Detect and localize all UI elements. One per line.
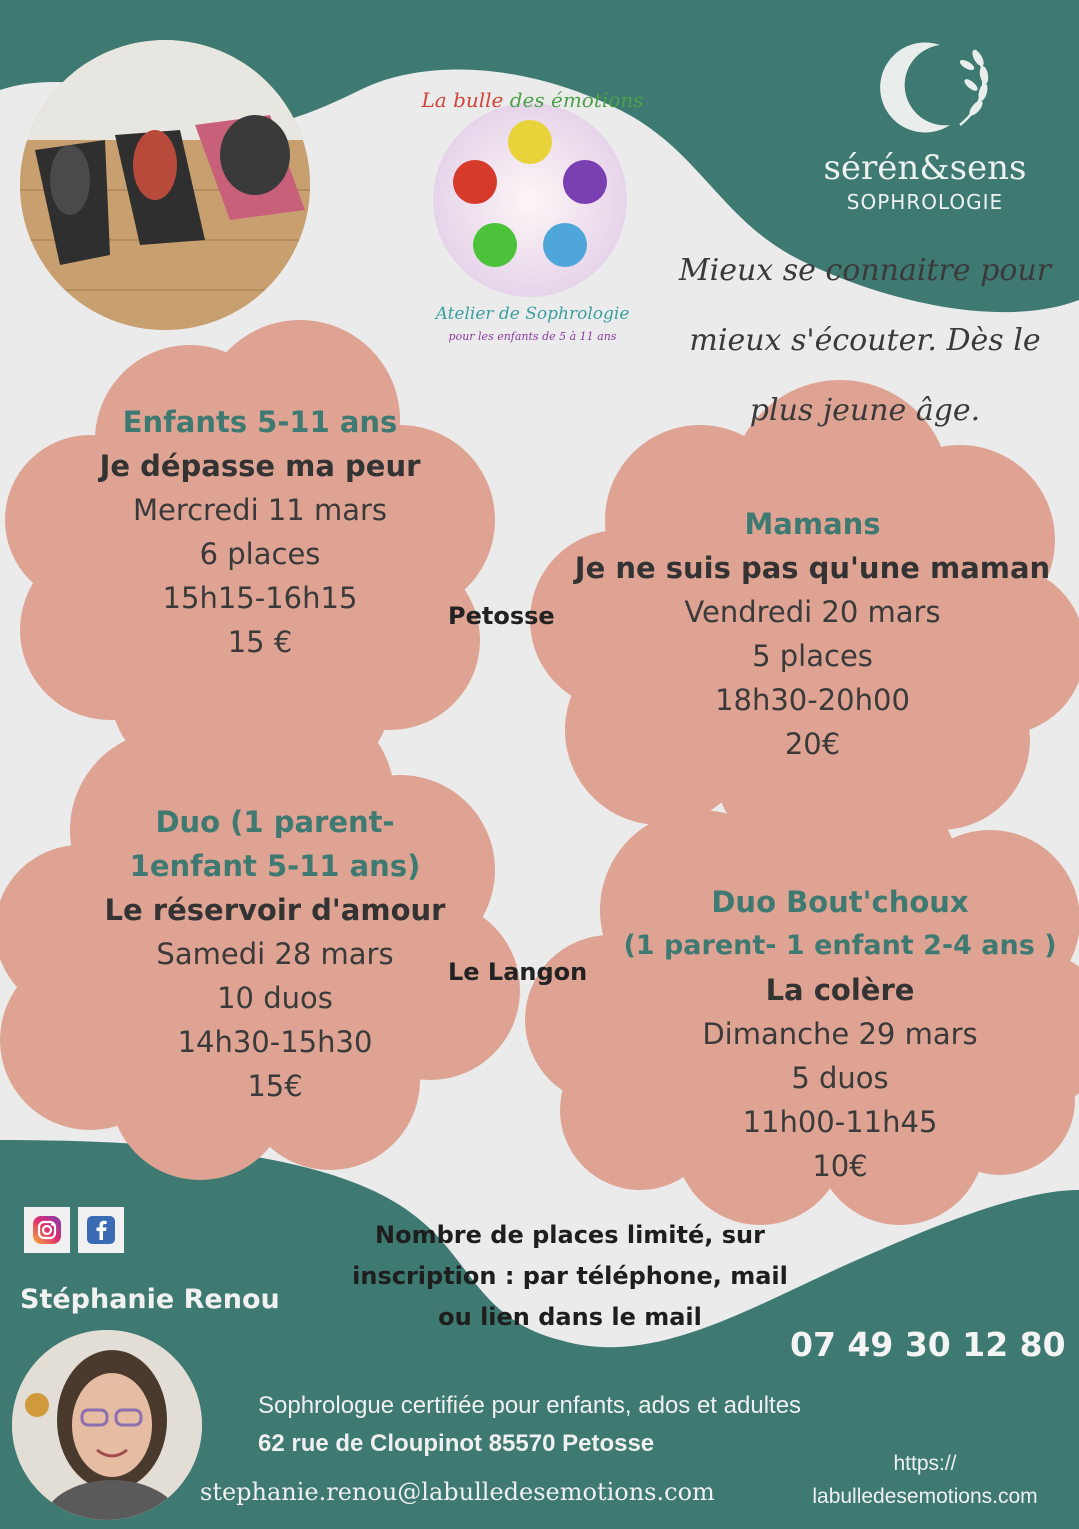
workshop-audience-line-2: 1enfant 5-11 ans) bbox=[129, 849, 421, 883]
workshop-time: 15h15-16h15 bbox=[162, 581, 358, 615]
workshop-places: 10 duos bbox=[217, 981, 333, 1015]
workshop-places: 6 places bbox=[199, 537, 321, 571]
workshop-places: 5 duos bbox=[791, 1061, 889, 1095]
brand-logo bbox=[790, 30, 1060, 220]
location-le-langon: Le Langon bbox=[448, 958, 588, 986]
location-petosse: Petosse bbox=[448, 602, 555, 630]
practitioner-name: Stéphanie Renou bbox=[20, 1284, 280, 1315]
workshop-audience-line-1: Duo (1 parent- bbox=[155, 805, 395, 839]
website-line-2: labulledesemotions.com bbox=[812, 1485, 1038, 1508]
booking-notice-line-3: ou lien dans le mail bbox=[438, 1303, 702, 1331]
brand-subtitle: SOPHROLOGIE bbox=[846, 190, 1004, 214]
booking-notice-line-2: inscription : par téléphone, mail bbox=[352, 1262, 788, 1290]
workshop-price: 15 € bbox=[227, 625, 293, 659]
atelier-age: pour les enfants de 5 à 11 ans bbox=[448, 330, 617, 343]
email-link[interactable]: stephanie.renou@labulledesemotions.com bbox=[200, 1478, 715, 1506]
workshop-date: Vendredi 20 mars bbox=[684, 595, 941, 629]
facebook-button[interactable] bbox=[78, 1207, 124, 1253]
certification: Sophrologue certifiée pour enfants, ados et adultes bbox=[258, 1392, 802, 1419]
brand-name: sérén&sens bbox=[823, 148, 1027, 188]
workshop-card-2 bbox=[555, 502, 1070, 766]
tagline-line-1: Mieux se connaitre pour bbox=[678, 253, 1052, 288]
website-line-1: https:// bbox=[893, 1452, 957, 1475]
workshop-date: Mercredi 11 mars bbox=[132, 493, 388, 527]
booking-notice bbox=[320, 1215, 820, 1338]
workshop-title: Je ne suis pas qu'une maman bbox=[574, 551, 1051, 585]
workshop-places: 5 places bbox=[752, 639, 873, 673]
workshop-title: Le réservoir d'amour bbox=[104, 893, 446, 927]
workshop-time: 14h30-15h30 bbox=[177, 1025, 373, 1059]
workshop-time: 11h00-11h45 bbox=[742, 1105, 938, 1139]
workshop-audience-line-1: Duo Bout'choux bbox=[711, 885, 969, 919]
tagline-line-2: mieux s'écouter. Dès le bbox=[689, 323, 1041, 358]
tagline bbox=[660, 236, 1070, 446]
website-link[interactable] bbox=[790, 1447, 1060, 1513]
workshop-price: 15€ bbox=[247, 1069, 303, 1103]
workshop-price: 20€ bbox=[784, 727, 841, 761]
atelier-subtitle: Atelier de Sophrologie bbox=[435, 304, 630, 324]
workshop-photo bbox=[20, 40, 310, 330]
workshop-audience: Enfants 5-11 ans bbox=[122, 405, 398, 439]
workshop-audience: Mamans bbox=[744, 507, 881, 541]
instagram-button[interactable] bbox=[24, 1207, 70, 1253]
workshop-card-4 bbox=[605, 880, 1075, 1188]
brand-emblem-icon bbox=[790, 30, 1060, 150]
workshop-date: Samedi 28 mars bbox=[156, 937, 394, 971]
workshop-title: Je dépasse ma peur bbox=[99, 449, 421, 483]
workshop-card-3 bbox=[50, 800, 500, 1108]
workshop-card-1 bbox=[40, 400, 480, 664]
tagline-line-3: plus jeune âge. bbox=[749, 393, 981, 428]
workshop-price: 10€ bbox=[812, 1149, 868, 1183]
workshop-time: 18h30-20h00 bbox=[715, 683, 910, 717]
atelier-logo bbox=[420, 80, 645, 360]
workshop-date: Dimanche 29 mars bbox=[702, 1017, 978, 1051]
booking-notice-line-1: Nombre de places limité, sur bbox=[375, 1221, 765, 1249]
address: 62 rue de Cloupinot 85570 Petosse bbox=[258, 1430, 655, 1457]
atelier-title: La bulle des émotions bbox=[421, 88, 644, 112]
portrait-photo bbox=[12, 1330, 202, 1520]
phone-number[interactable]: 07 49 30 12 80 bbox=[790, 1325, 1066, 1364]
workshop-audience-line-2: (1 parent- 1 enfant 2-4 ans ) bbox=[623, 930, 1057, 961]
instagram-icon bbox=[32, 1215, 62, 1245]
facebook-icon bbox=[87, 1216, 115, 1244]
workshop-title: La colère bbox=[765, 973, 915, 1007]
